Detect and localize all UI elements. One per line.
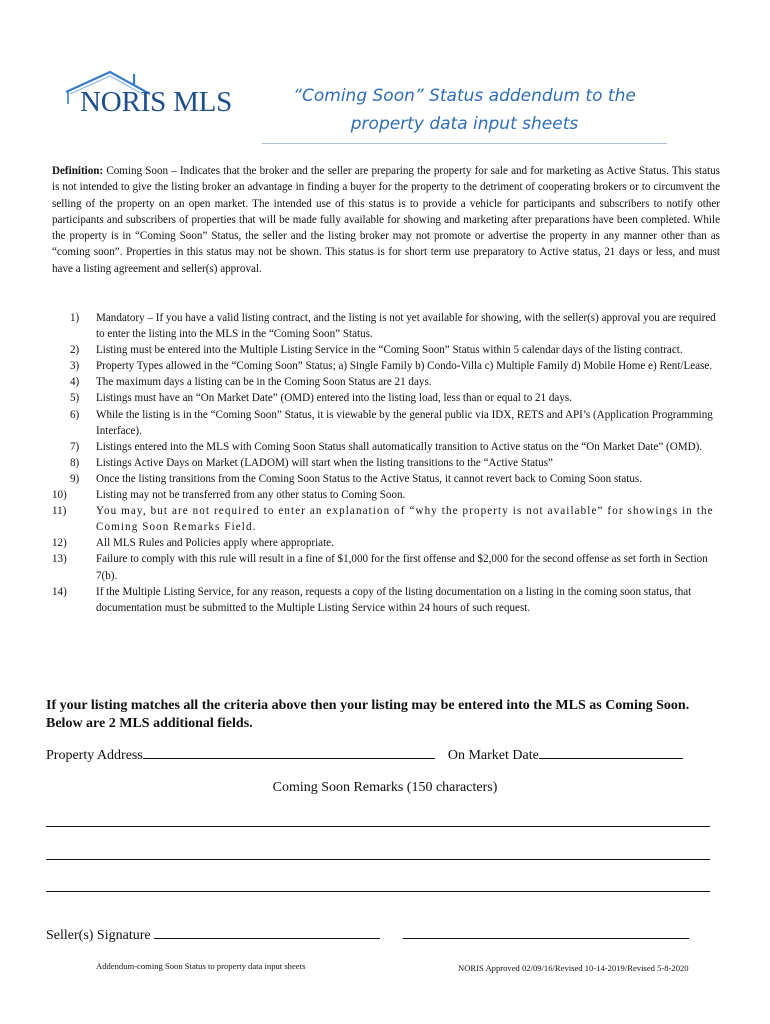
remarks-line-1[interactable]: [46, 826, 710, 827]
item-number: 13): [52, 553, 67, 566]
list-item: [52, 342, 720, 358]
item-number: 4): [70, 376, 80, 389]
item-text: The maximum days a listing can be in the Coming Soon Status are 21 days.: [96, 376, 432, 389]
remarks-label: Coming Soon Remarks (150 characters): [272, 780, 498, 795]
list-item: [52, 503, 720, 535]
item-text: Listing may not be transferred from any other status to Coming Soon.: [96, 489, 406, 502]
logo-text: NORIS MLS: [80, 86, 233, 118]
document-title: [262, 82, 667, 138]
item-text: While the listing is in the “Coming Soon” Status, it is viewable by the general public via IDX, RETS and API’s (Application Programming Interface).: [96, 408, 713, 437]
item-number: 11): [52, 505, 67, 518]
on-market-date-field[interactable]: [539, 745, 683, 759]
item-text: Mandatory – If you have a valid listing contract, and the listing is not yet available for showing, with the seller(s) approval you are required to enter the listing into the MLS in the “Coming Soon” Status.: [96, 312, 716, 341]
footer-left: Addendum-coming Soon Status to property data input sheets: [96, 961, 306, 971]
remarks-line-2[interactable]: [46, 859, 710, 860]
remarks-line-3[interactable]: [46, 891, 710, 892]
item-text: Once the listing transitions from the Coming Soon Status to the Active Status, it cannot revert back to Coming Soon status.: [96, 472, 643, 485]
title-divider: [262, 143, 667, 144]
criteria-statement: If your listing matches all the criteria above then your listing may be entered into the MLS as Coming Soon. Below are 2 MLS additional fields.: [46, 698, 690, 731]
signature-label: Seller(s) Signature: [46, 928, 151, 943]
list-item: [52, 374, 720, 390]
item-text: Listings entered into the MLS with Coming Soon Status shall automatically transition to Active status on the “On Market Date” (OMD).: [96, 440, 703, 453]
item-number: 6): [70, 408, 80, 421]
item-number: 9): [70, 472, 80, 485]
item-text: Listings must have an “On Market Date” (OMD) entered into the listing load, less than or equal to 21 days.: [96, 392, 572, 405]
definition-paragraph: [52, 163, 720, 277]
item-text: You may, but are not required to enter an explanation of “why the property is not available” for showings in the Coming Soon Remarks Field.: [96, 505, 714, 534]
rules-list: [52, 310, 720, 616]
item-text: All MLS Rules and Policies apply where appropriate.: [96, 537, 334, 550]
noris-mls-logo: [62, 64, 242, 126]
property-fields-row: [46, 745, 736, 766]
item-number: 5): [70, 392, 80, 405]
item-number: 12): [52, 537, 67, 550]
item-text: Failure to comply with this rule will result in a fine of $1,000 for the first offense and $2,000 for the second offense as set forth in Section 7(b).: [96, 553, 708, 582]
footer-right: NORIS Approved 02/09/16/Revised 10-14-2019/Revised 5-8-2020: [458, 963, 689, 973]
signature-row: [46, 925, 736, 946]
list-item: [52, 455, 720, 471]
item-number: 7): [70, 440, 80, 453]
item-number: 14): [52, 585, 67, 598]
property-address-label: Property Address: [46, 748, 143, 763]
item-number: 3): [70, 360, 80, 373]
list-item: [52, 535, 720, 551]
item-text: Listings Active Days on Market (LADOM) will start when the listing transitions to the “Active Status”: [96, 456, 553, 469]
list-item: [52, 407, 720, 439]
item-text: Property Types allowed in the “Coming Soon” Status; a) Single Family b) Condo-Villa c) Multiple Family d) Mobile Home e) Rent/Lease.: [96, 360, 713, 373]
list-item: [52, 439, 720, 455]
title-line-1: “Coming Soon” Status addendum to the: [293, 86, 636, 106]
list-item: [52, 584, 720, 616]
item-number: 2): [70, 344, 80, 357]
on-market-date-label: On Market Date: [447, 748, 539, 763]
definition-text: Coming Soon – Indicates that the broker and the seller are preparing the property for sale and for marketing as Active Status. This status is not intended to give the listing broker an advantage in finding a buyer for the property to the detriment of cooperating brokers or to circumvent the selling of the property on an open market. The intended use of this status is to provide a vehicle for participants and subscribers to notify other participants and subscribers of properties that will be made fully available for showing and marketing after preparations have been completed. While the property is in “Coming Soon” Status, the seller and the listing broker may not promote or advertise the property in any manner other than as “coming soon”. Properties in this status may not be shown. This status is for short term use preparatory to Active status, 21 days or less, and must have a listing agreement and seller(s) approval.: [52, 165, 720, 275]
item-text: Listing must be entered into the Multiple Listing Service in the “Coming Soon” Status within 5 calendar days of the listing contract.: [96, 344, 683, 357]
item-number: 8): [70, 456, 80, 469]
item-number: 10): [52, 489, 67, 502]
list-item: [52, 551, 720, 583]
definition-label: Definition:: [52, 165, 104, 177]
signature-field-1[interactable]: [154, 925, 380, 939]
signature-field-2[interactable]: [403, 925, 689, 939]
property-address-field[interactable]: [143, 745, 435, 759]
list-item: [52, 310, 720, 342]
list-item: [52, 390, 720, 406]
list-item: [52, 471, 720, 487]
item-text: If the Multiple Listing Service, for any reason, requests a copy of the listing documentation on a listing in the coming soon status, that documentation must be submitted to the Multiple Listing Service within 24 hours of such request.: [96, 585, 692, 614]
list-item: [52, 358, 720, 374]
item-number: 1): [70, 312, 80, 324]
title-line-2: property data input sheets: [350, 114, 579, 134]
list-item: [52, 487, 720, 503]
